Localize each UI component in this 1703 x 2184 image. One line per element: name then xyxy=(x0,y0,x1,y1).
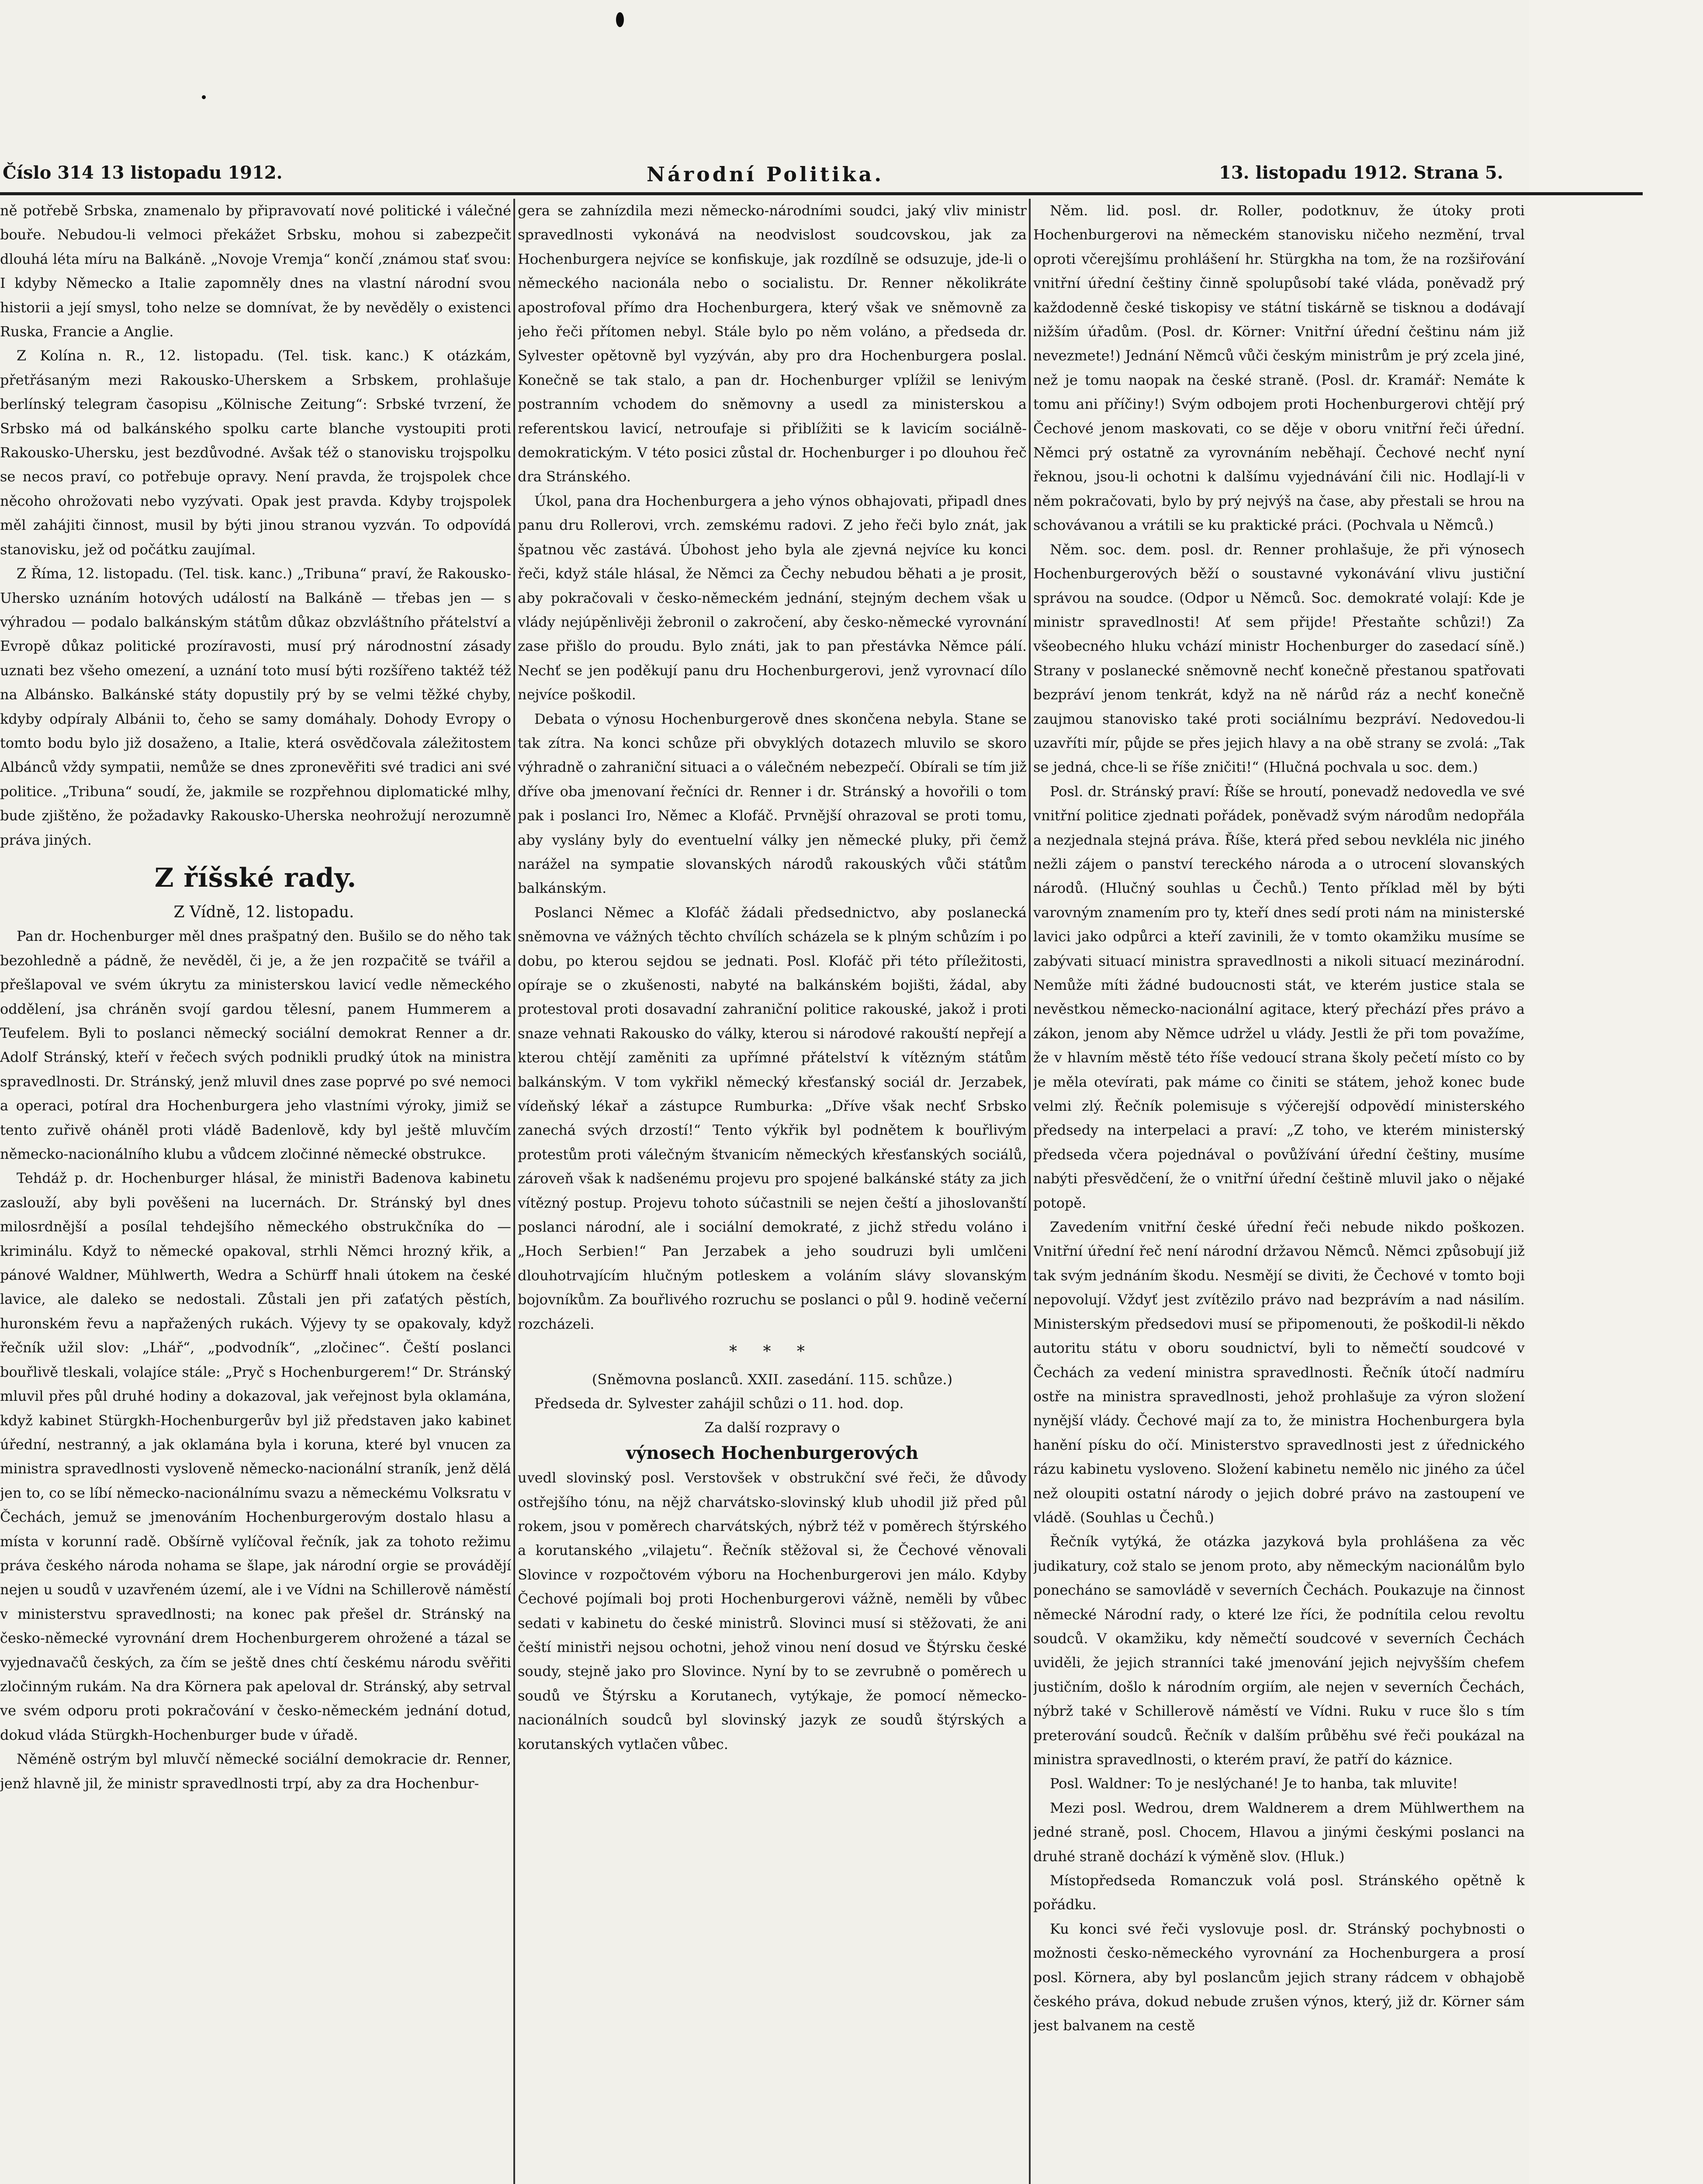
column-2 xyxy=(518,199,1027,2060)
article-paragraph: Něm. lid. posl. dr. Roller, podotknuv, že útoky proti Hochenburgerovi na německém stanovisku ničeho nezmění, trval oproti včerejšímu prohlášení hr. Stürgkha na tom, že na rozšiřování vnitřní úřední češtiny činně spolupůsobí také vláda, poněvadž prý každodenně české tiskopisy ve státní tiskárně se tisknou a dodávají nižším úřadům. (Posl. dr. Körner: Vnitřní úřední češtinu nám již nevezmete!) Jednání Němců vůči českým ministrům je prý zcela jiné, než je tomu naopak na české straně. (Posl. dr. Kramář: Nemáte k tomu ani příčiny!) Svým odbojem proti Hochenburgerovi chtějí prý Čechové jenom maskovati, co se děje v oboru vnitřní řeči úřední. Němci prý ostatně za vyrovnáním neběhají. Čechové nechť nyní řeknou, jsou-li ochotni k dalšímu vyjednávání čili nic. Hodlají-li v něm pokračovati, bylo by prý nejvýš na čase, aby přestali se hrou na schovávanou a vrátili se ku praktické práci. (Pochvala u Němců.) xyxy=(1033,202,1525,534)
right-margin xyxy=(1529,0,1703,2184)
article-paragraph: Místopředseda Romanczuk volá posl. Stránského opětně k pořádku. xyxy=(1033,1872,1525,1913)
separator-stars: * * * xyxy=(729,1343,815,1361)
article-paragraph: uvedl slovinský posl. Verstovšek v obstrukční své řeči, že důvody ostřejšího tónu, na nějž charvátsko-slovinský klub uhodil již před půl rokem, jsou v poměrech charvátských, nýbrž též v poměrech štýrského a korutanského „vilajetu“. Řečník stěžoval si, že Čechové věnovali Slovince v rozpočtovém výboru na Hochenburgerovi jen málo. Kdyby Čechové pojímali boj proti Hochenburgerovi vážně, neměli by vůbec sedati v kabinetu do české ministrů. Slovinci musí si stěžovati, že ani čeští ministři nejsou ochotni, jehož vinou není dosud ve Štýrsku české soudy, stejně jako pro Slovince. Nyní by to se zevrubně o poměrech u soudů ve Štýrsku a Korutanech, vytýkaje, že pomocí německo-nacionálních soudců byl slovinský jazyk ze soudů štýrských a korutanských vytlačen vůbec. xyxy=(518,1469,1027,1752)
article-paragraph: Řečník vytýká, že otázka jazyková byla prohlášena za věc judikatury, což stalo se jenom proto, aby německým nacionálům bylo ponecháno se samovládě v severních Čechách. Poukazuje na činnost německé Národní rady, o které lze říci, že podnítila celou revoltu soudců. V okamžiku, kdy němečtí soudcové v severních Čechách uviděli, že jejich stranníci také jmenování jejich nejvyšším chefem justičním, došlo k národním orgiím, ale nejen v severních Čechách, nýbrž také v Schillerově náměstí ve Vídni. Ruku v ruce šlo s tím preterování soudců. Řečník v dalším průběhu své řeči poukázal na ministra spravedlnosti, o kterém praví, že patří do káznice. xyxy=(1033,1533,1525,1768)
article-paragraph: Z Kolína n. R., 12. listopadu. (Tel. tisk. kanc.) K otázkám, přetřásaným mezi Rakousko-Uherskem a Srbskem, prohlašuje berlínský telegram časopisu „Kölnische Zeitung“: Srbské tvrzení, že Srbsko má od balkánského spolku carte blanche vystoupiti proti Rakousko-Uhersku, jest bezdůvodné. Avšak též o stanovisku trojspolku se necos praví, co potřebuje opravy. Není pravda, že trojspolek chce něcoho ohrožovati nebo vyzývati. Opak jest pravda. Kdyby trojspolek měl zahájiti činnost, musil by býti jinou stranou vyzván. To odpovídá stanovisku, jež od počátku zaujímal. xyxy=(0,347,511,558)
article-paragraph: Z Říma, 12. listopadu. (Tel. tisk. kanc.) „Tribuna“ praví, že Rakousko-Uhersko uznáním hotových událostí na Balkáně — třebas jen — s výhradou — podalo balkánským státům důkaz obzvláštního přátelství a Evropě důkaz politické prozíravosti, musí prý národnostní zásady uznati bez všeho omezení, a uznání toto musí býti rozšířeno taktéž též na Albánsko. Balkánské státy dopustily prý by se velmi těžké chyby, kdyby odpíraly Albánii to, čeho se samy domáhaly. Dohody Evropy o tomto bodu bylo již dosaženo, a Italie, která osvědčovala záležitostem Albánců vždy sympatii, nemůže se dnes zpronevěřiti své tradici ani své politice. „Tribuna“ soudí, že, jakmile se rozpřehnou diplomatické mlhy, bude zjištěno, že požadavky Rakousko-Uherska neohrožují nerozumně práva jiných. xyxy=(0,565,511,848)
article-paragraph: Něméně ostrým byl mluvčí německé sociální demokracie dr. Renner, jenž hlavně jil, že ministr spravedlnosti trpí, aby za dra Hochenbur- xyxy=(0,1751,511,1792)
article-paragraph: Poslanci Němec a Klofáč žádali předsednictvo, aby poslanecká sněmovna ve vážných těchto chvílích scházela se k plným schůzím i po dobu, po kterou sejdou se jednati. Posl. Klofáč při této příležitosti, opíraje se o zkušenosti, nabyté na balkánském bojišti, žádal, aby protestoval proti dosavadní zahraniční politice rakouské, jakož i proti snaze vehnati Rakousko do války, kterou si národové rakouští nepřejí a kterou chtějí zaměniti za upřímné přátelství k vítězným státům balkánským. V tom vykřikl německý křesťanský sociál dr. Jerzabek, vídeňský lékař a zástupce Rumburka: „Dříve však nechť Srbsko zanechá svých drzostí!“ Tento výkřik byl podnětem k bouřlivým protestům proti válečným štvanicím německých křesťanských sociálů, zároveň však k nadšenému projevu pro spojené balkánské státy za jich vítězný postup. Projevu tohoto súčastnili se nejen čeští a jihoslovanští poslanci národní, ale i sociální demokraté, z jichž středu voláno i „Hoch Serbien!“ Pan Jerzabek a jeho soudruzi byli umlčeni dlouhotrvajícím hlučným potleskem a voláním slávy slovanským bojovníkům. Za bouřlivého rozruchu se poslanci o půl 9. hodině večerní rozcházeli. xyxy=(518,904,1027,1332)
ink-spot xyxy=(616,12,624,27)
ink-spot xyxy=(202,95,206,99)
column-divider xyxy=(1029,199,1031,2184)
article-paragraph: Debata o výnosu Hochenburgerově dnes skončena nebyla. Stane se tak zítra. Na konci schůze při obvyklých dotazech mluvilo se skoro výhradně o zahraniční situaci a o válečném nebezpečí. Obírali se tím již dříve oba jmenovaní řečníci dr. Renner i dr. Stránský a hovořili o tom pak i poslanci Iro, Němec a Klofáč. Prvnější ohrazoval se proti tomu, aby vyslány byly do eventuelní války jen německé pluky, při čemž narážel na sympatie slovanských národů rakouských vůči státům balkánským. xyxy=(518,710,1027,897)
article-paragraph: Tehdáž p. dr. Hochenburger hlásal, že ministři Badenova kabinetu zaslouží, aby byli pověšeni na lucernách. Dr. Stránský byl dnes milosrdnější a posílal tehdejšího německého obstrukčníka do — kriminálu. Když to německé opakoval, strhli Němci hrozný křik, a pánové Waldner, Mühlwerth, Wedra a Schürff hnali útokem na české lavice, ale daleko se nedostali. Zůstali jen při zaťatých pěstích, huronském řevu a napřažených rukách. Výjevy ty se opakovaly, když řečník užil slov: „Lhář“, „podvodník“, „zločinec“. Čeští poslanci bouřlivě tleskali, volajíce stále: „Pryč s Hochenburgerem!“ Dr. Stránský mluvil přes půl druhé hodiny a dokazoval, jak veřejnost byla oklamána, když kabinet Stürgkh-Hochenburgerův byl již představen jako kabinet úřední, nestranný, a jak oklamána byla i koruna, které byl vnucen za ministra spravedlnosti vysloveně německo-nacionální straník, jenž dělá jen to, co se líbí německo-nacionálnímu svazu a německému Volksratu v Čechách, jemuž se jmenováním Hochenburgerovým dostalo hlasu a místa v korunní radě. Obšírně vylíčoval řečník, jak za tohoto režimu práva českého národa nohama se šlape, jak národní orgie se provádějí nejen u soudů v uzavřeném území, ale i ve Vídni na Schillerově náměstí v ministerstvu spravedlnosti; na konec pak přešel dr. Stránský na česko-německé vyrovnání drem Hochenburgerem ohrožené a tázal se vyjednavačů českých, za čím se ještě dnes chtí českému národu svěřiti zločinným rukám. Na dra Körnera pak apeloval dr. Stránský, aby setrval ve svém odporu proti pokračování v česko-německém jednání dotud, dokud vláda Stürgkh-Hochenburger bude v úřadě. xyxy=(0,1170,511,1743)
article-paragraph: Zavedením vnitřní české úřední řeči nebude nikdo poškozen. Vnitřní úřední řeč není národní državou Němců. Němci způsobují již tak svým jednáním škodu. Nesmějí se diviti, že Čechové v tomto boji nepovolují. Vždyť jest zvítězilo právo nad bezprávím a nad násilím. Ministerským předsedovi musí se připomenouti, že poškodil-li někdo autoritu státu v oboru soudnictví, byli to němečtí soudcové v Čechách za vedení ministra spravedlnosti. Řečník útočí nadmíru ostře na ministra spravedlnosti, jehož prohlašuje za výron složení nynější vlády. Čechové mají za to, že ministra Hochenburgera byla hanění písku do očí. Ministerstvo spravedlnosti jest z úřednického rázu kabinetu vysloveno. Složení kabinetu nemělo nic jiného za účel než oloupiti ostatní národy o jejich dobré právo na zastoupení ve vládě. (Souhlas u Čechů.) xyxy=(1033,1219,1525,1526)
session-heading: (Sněmovna poslanců. XXII. zasedání. 115. schůze.) xyxy=(592,1371,953,1388)
newspaper-title: Národní Politika. xyxy=(647,162,884,186)
column-1 xyxy=(0,199,511,2060)
issue-number: Číslo 314 13 listopadu 1912. xyxy=(3,162,283,183)
article-paragraph: ně potřebě Srbska, znamenalo by připravovatí nové politické i válečné bouře. Nebudou-li velmoci překážet Srbsku, mohou si zabezpečit dlouhá léta míru na Balkáně. „Novoje Vremja“ končí ,známou stať svou: I kdyby Německo a Italie zapomněly dnes na vlastní národní svou historii a její smysl, toho nelze se domnívat, že by nevěděly o existenci Ruska, Francie a Anglie. xyxy=(0,202,511,340)
article-paragraph: Něm. soc. dem. posl. dr. Renner prohlašuje, že při výnosech Hochenburgerových běží o soustavné vykonávání vlivu justiční správou na soudce. (Odpor u Němců. Soc. demokraté volají: Kde je ministr spravedlnosti! Ať sem přijde! Přestaňte schůzi!) Za všeobecného hluku vchází ministr Hochenburger do zasedací síně.) Strany v poslanecké sněmovně nechť konečně přestanou spatřovati bezpráví jenom tenkrát, když na ně nárůd ráz a nechť konečně zaujmou stanovisko také proti sociálnímu bezpráví. Nedovedou-li uzavříti mír, půjde se přes jejich hlavy a na obě strany se zvolá: „Tak se jedná, chce-li se říše zničiti!“ (Hlučná pochvala u soc. dem.) xyxy=(1033,541,1525,776)
article-paragraph: Ku konci své řeči vyslovuje posl. dr. Stránský pochybnosti o možnosti česko-německého vyrovnání za Hochenburgera a prosí posl. Körnera, aby byl poslancům jejich strany rádcem v obhajobě českého práva, dokud nebude zrušen výnos, který, již dr. Körner sám jest balvanem na cestě xyxy=(1033,1920,1525,2034)
article-paragraph: Předseda dr. Sylvester zahájil schůzi o 11. hod. dop. xyxy=(534,1395,904,1412)
subheading: výnosech Hochenburgerových xyxy=(626,1442,919,1463)
article-paragraph: Úkol, pana dra Hochenburgera a jeho výnos obhajovati, připadl dnes panu dru Rollerovi, vrch. zemskému radovi. Z jeho řeči bylo znát, jak špatnou věc zastává. Úbohost jeho byla ale zjevná nejvíce ku konci řeči, když stále hlásal, že Němci za Čechy nebudou běhati a je prosit, aby pokračovali v česko-německém jednání, stejným dechem však u vlády nejúpěnlivěji žebronil o zakročení, aby česko-německé vyrovnání zase přišlo do proudu. Bylo znáti, jak to pan přestávka Němce pálí. Nechť se jen poděkují panu dru Hochenburgerovi, jenž vyrovnací dílo nejvíce poškodil. xyxy=(518,492,1027,703)
debate-intro: Za další rozpravy o xyxy=(704,1419,840,1436)
page-header xyxy=(0,162,1703,194)
dateline: Z Vídně, 12. listopadu. xyxy=(173,903,354,921)
article-paragraph: Posl. Waldner: To je neslýchané! Je to hanba, tak mluvite! xyxy=(1050,1775,1458,1792)
section-title: Z říšské rady. xyxy=(154,862,357,893)
header-rule xyxy=(0,192,1643,195)
article-paragraph: Posl. dr. Stránský praví: Říše se hroutí, ponevadž nedovedla ve své vnitřní politice zjednati pořádek, poněvadž svým národům nedopřála a nezjednala stejná práva. Říše, která před sebou nevkléla nic jiného nežli zájem o panství tereckého národa a o utrocení slovanských národů. (Hlučný souhlas u Čechů.) Tento příklad měl by býti varovným znamením pro ty, kteří dnes sedí proti nám na ministerské lavici jako odpůrci a kteří zavinili, že v tomto okamžiku musíme se zabývati situací ministra spravedlnosti a nikoli situací mezinárodní. Nemůže míti žádné budoucnosti stát, ve kterém justice stala se nevěstkou německo-nacionální agitace, který přechází přes právo a zákon, jenom aby Němce udržel u vlády. Jestli že při tom považíme, že v hlavním městě této říše vedoucí strana školy pečetí místo co by je měla otevírati, pak máme co činiti se státem, jehož konec bude velmi zlý. Řečník polemisuje s výčerejší odpovědí ministerského předsedy na interpelaci a praví: „Z toho, ve kterém ministerský předseda včera pojednával o povůžívání úřední češtiny, musíme nabýti přesvědčení, že o vnitřní úřední češtině mluvil jako o nějaké potopě. xyxy=(1033,783,1525,1211)
article-paragraph: gera se zahnízdila mezi německo-národními soudci, jaký vliv ministr spravedlnosti vykonává na neodvislost soudcovskou, jak za Hochenburgera nejvíce se konfiskuje, jak rozdílně se odsuzuje, jde-li o německého nacionála nebo o socialistu. Dr. Renner několikráte apostrofoval přímo dra Hochenburgera, který však ve sněmovně za jeho řeči přítomen nebyl. Stále bylo po něm voláno, a předseda dr. Sylvester opětovně byl vyzýván, aby pro dra Hochenburgera poslal. Konečně se tak stalo, a pan dr. Hochenburger vplížil se lenivým postranním vchodem do sněmovny a usedl za ministerskou a referentskou lavicí, netroufaje si přiblížiti se k lavicím sociálně-demokratickým. V této posici zůstal dr. Hochenburger i po dlouhou řeč dra Stránského. xyxy=(518,202,1027,485)
article-paragraph: Pan dr. Hochenburger měl dnes prašpatný den. Bušilo se do něho tak bezohledně a pádně, že nevěděl, či je, a že jen rozpačitě se tvářil a přešlapoval ve svém úkrytu za ministerskou lavicí vedle německého oddělení, jsa chráněn svojí gardou tělesní, panem Hummerem a Teufelem. Byli to poslanci německý sociální demokrat Renner a dr. Adolf Stránský, kteří v řečech svých podnikli prudký útok na ministra spravedlnosti. Dr. Stránský, jenž mluvil dnes zase poprvé po své nemoci a operaci, potíral dra Hochenburgera jeho vlastními výroky, jimiž se tento zuřivě oháněl proti vládě Badenlově, kdy byl ještě mluvčím německo-nacionálního klubu a vůdcem zločinné německé obstrukce. xyxy=(0,928,511,1163)
column-divider xyxy=(513,199,515,2184)
article-paragraph: Mezi posl. Wedrou, drem Waldnerem a drem Mühlwerthem na jedné straně, posl. Chocem, Hlavou a jinými českými poslanci na druhé straně dochází k výměně slov. (Hluk.) xyxy=(1033,1799,1525,1865)
column-3 xyxy=(1033,199,1525,2060)
date-and-page: 13. listopadu 1912. Strana 5. xyxy=(1219,162,1503,183)
